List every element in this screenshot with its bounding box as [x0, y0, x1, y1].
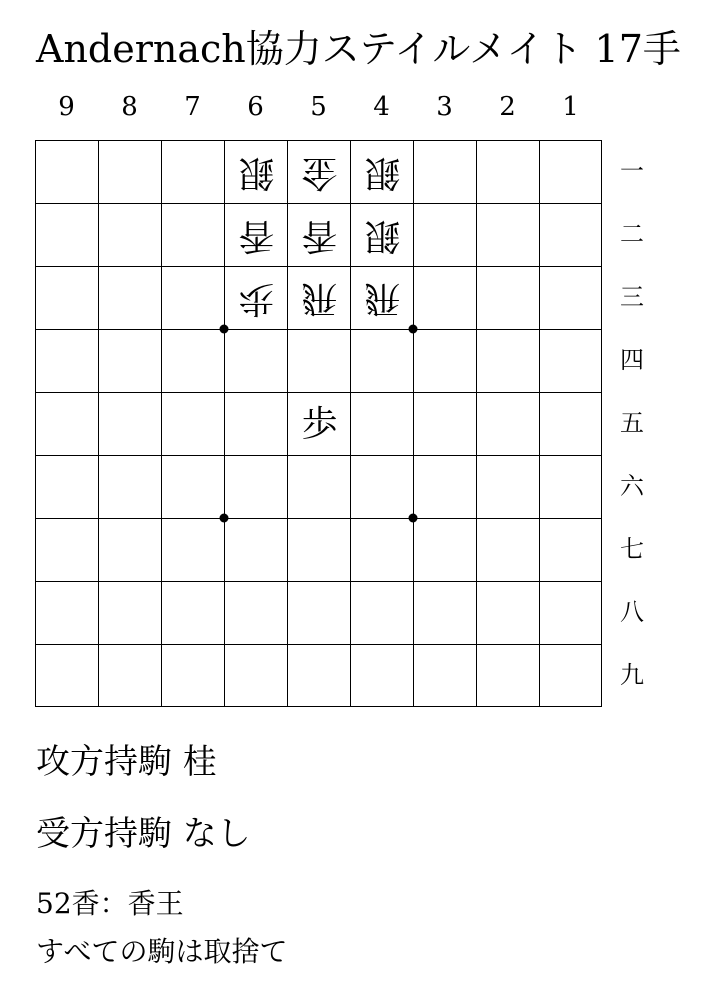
- piece-gote-52[interactable]: 香: [301, 215, 338, 256]
- piece-gote-43[interactable]: 飛: [364, 278, 401, 319]
- rank-label-9: 九: [620, 661, 644, 689]
- grid-line-horizontal: [36, 644, 601, 645]
- grid-line-vertical: [98, 141, 99, 706]
- rule-note-1: 52香：香王: [36, 887, 184, 920]
- piece-gote-62[interactable]: 香: [238, 215, 275, 256]
- file-labels: [35, 92, 602, 128]
- star-point: [220, 514, 229, 523]
- piece-sente-55[interactable]: 歩: [301, 404, 338, 445]
- file-label-9: 9: [58, 92, 75, 122]
- piece-gote-63[interactable]: 歩: [238, 278, 275, 319]
- rank-label-6: 六: [620, 472, 644, 500]
- grid-line-vertical: [476, 141, 477, 706]
- rank-label-8: 八: [620, 598, 644, 626]
- file-label-4: 4: [373, 92, 390, 122]
- rank-labels: [612, 140, 652, 707]
- rank-label-3: 三: [620, 283, 644, 311]
- piece-gote-53[interactable]: 飛: [301, 278, 338, 319]
- rank-label-5: 五: [620, 409, 644, 437]
- grid-line-horizontal: [36, 581, 601, 582]
- piece-gote-51[interactable]: 金: [301, 152, 338, 193]
- shogi-board: [35, 140, 602, 707]
- file-label-8: 8: [121, 92, 138, 122]
- rank-label-1: 一: [620, 157, 644, 185]
- file-label-7: 7: [184, 92, 201, 122]
- file-label-3: 3: [436, 92, 453, 122]
- star-point: [409, 514, 418, 523]
- file-label-1: 1: [562, 92, 579, 122]
- piece-gote-61[interactable]: 銀: [238, 152, 275, 193]
- rank-label-7: 七: [620, 535, 644, 563]
- grid-line-vertical: [539, 141, 540, 706]
- file-label-2: 2: [499, 92, 516, 122]
- piece-gote-41[interactable]: 銀: [364, 152, 401, 193]
- grid-line-horizontal: [36, 518, 601, 519]
- grid-line-vertical: [161, 141, 162, 706]
- problem-title: Andernach協力ステイルメイト 17手: [36, 27, 681, 71]
- rank-label-2: 二: [620, 220, 644, 248]
- file-label-5: 5: [310, 92, 327, 122]
- attacker-hand: 攻方持駒 桂: [36, 742, 217, 782]
- file-label-6: 6: [247, 92, 264, 122]
- rule-note-2: すべての駒は取捨て: [36, 935, 288, 968]
- piece-gote-42[interactable]: 銀: [364, 215, 401, 256]
- defender-hand: 受方持駒 なし: [36, 814, 251, 854]
- rank-label-4: 四: [620, 346, 644, 374]
